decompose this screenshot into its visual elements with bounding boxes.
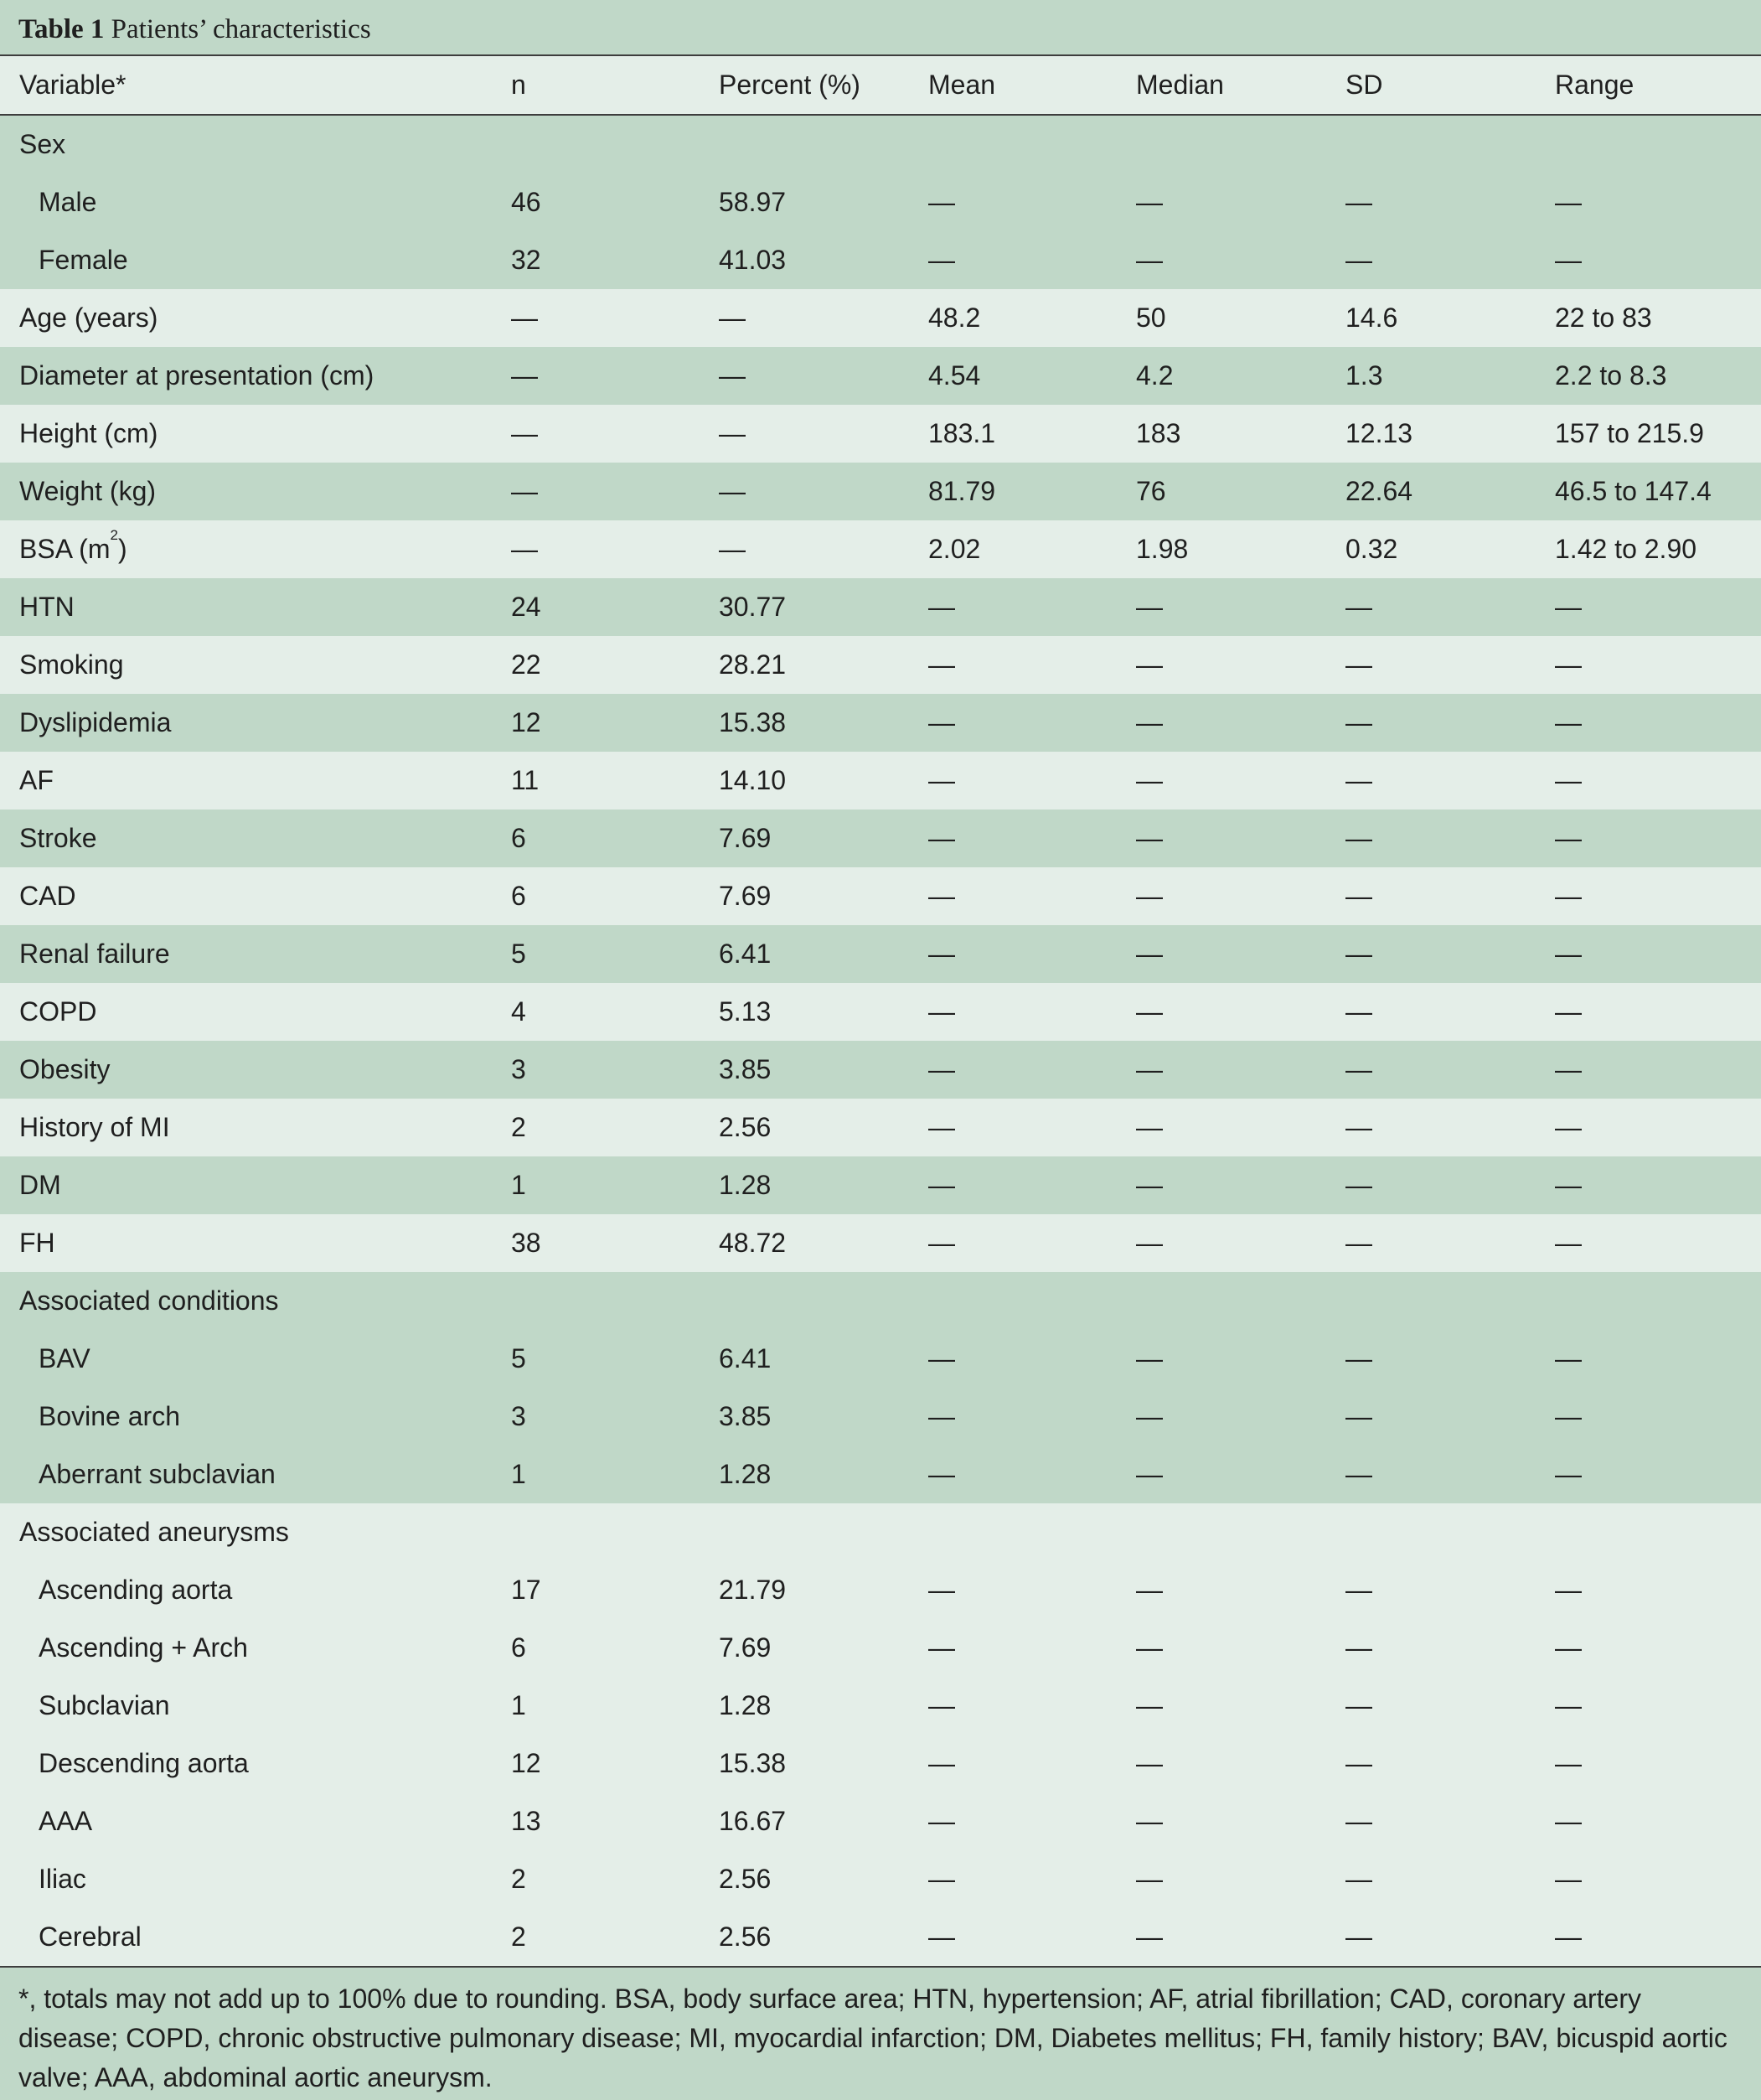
table-row — [0, 1041, 1761, 1099]
cell-variable: Iliac — [0, 1850, 511, 1908]
cell-sd: — — [1345, 752, 1555, 809]
cell-n: 11 — [511, 752, 719, 809]
header-variable: Variable* — [0, 56, 511, 115]
cell-variable: Associated conditions — [0, 1272, 511, 1330]
cell-sd: — — [1345, 1677, 1555, 1735]
cell-variable: Sex — [0, 115, 511, 173]
cell-range: — — [1555, 809, 1761, 867]
cell-sd: — — [1345, 694, 1555, 752]
cell-median — [1136, 1503, 1345, 1561]
cell-mean — [928, 1272, 1136, 1330]
table-row — [0, 463, 1761, 520]
cell-variable: FH — [0, 1214, 511, 1272]
cell-mean: — — [928, 1561, 1136, 1619]
cell-sd: 1.3 — [1345, 347, 1555, 405]
cell-median: — — [1136, 636, 1345, 694]
cell-range: — — [1555, 636, 1761, 694]
table-label: Table 1 — [18, 14, 105, 44]
cell-variable: Ascending aorta — [0, 1561, 511, 1619]
cell-median: — — [1136, 173, 1345, 231]
header-percent: Percent (%) — [719, 56, 928, 115]
cell-n: 13 — [511, 1792, 719, 1850]
cell-range: — — [1555, 1214, 1761, 1272]
cell-variable: Dyslipidemia — [0, 694, 511, 752]
cell-median: — — [1136, 578, 1345, 636]
table-row — [0, 867, 1761, 925]
cell-median: — — [1136, 983, 1345, 1041]
cell-sd: — — [1345, 1156, 1555, 1214]
table-row — [0, 289, 1761, 347]
cell-mean: 4.54 — [928, 347, 1136, 405]
cell-mean: — — [928, 578, 1136, 636]
cell-variable: Smoking — [0, 636, 511, 694]
cell-variable: Bovine arch — [0, 1388, 511, 1446]
cell-sd: — — [1345, 173, 1555, 231]
cell-percent: — — [719, 289, 928, 347]
cell-n: 24 — [511, 578, 719, 636]
cell-median: 1.98 — [1136, 520, 1345, 578]
cell-n: 1 — [511, 1156, 719, 1214]
cell-percent: — — [719, 520, 928, 578]
cell-percent: 16.67 — [719, 1792, 928, 1850]
cell-median: — — [1136, 867, 1345, 925]
cell-percent: 1.28 — [719, 1677, 928, 1735]
cell-mean: 48.2 — [928, 289, 1136, 347]
cell-range: 22 to 83 — [1555, 289, 1761, 347]
cell-median: 50 — [1136, 289, 1345, 347]
cell-sd: — — [1345, 925, 1555, 983]
cell-variable — [0, 520, 511, 578]
cell-variable: DM — [0, 1156, 511, 1214]
cell-n: 2 — [511, 1099, 719, 1156]
cell-variable: Renal failure — [0, 925, 511, 983]
cell-n: 12 — [511, 1735, 719, 1792]
cell-median: — — [1136, 1677, 1345, 1735]
cell-mean: — — [928, 636, 1136, 694]
table-row — [0, 1735, 1761, 1792]
cell-median: — — [1136, 1735, 1345, 1792]
cell-n — [511, 1503, 719, 1561]
cell-range: — — [1555, 1561, 1761, 1619]
cell-mean: — — [928, 1099, 1136, 1156]
cell-range: — — [1555, 1156, 1761, 1214]
table-row — [0, 1619, 1761, 1677]
cell-mean: — — [928, 231, 1136, 289]
cell-median: — — [1136, 1388, 1345, 1446]
cell-n: — — [511, 405, 719, 463]
cell-sd: 22.64 — [1345, 463, 1555, 520]
cell-range: — — [1555, 867, 1761, 925]
cell-variable: HTN — [0, 578, 511, 636]
table-row — [0, 925, 1761, 983]
cell-sd: — — [1345, 1214, 1555, 1272]
cell-median: — — [1136, 1214, 1345, 1272]
cell-range: — — [1555, 1330, 1761, 1388]
cell-n: 38 — [511, 1214, 719, 1272]
cell-variable-text: BSA (m — [19, 534, 111, 564]
table-row — [0, 1214, 1761, 1272]
table-body — [0, 115, 1761, 1966]
cell-variable: Subclavian — [0, 1677, 511, 1735]
cell-median — [1136, 115, 1345, 173]
table-row — [0, 809, 1761, 867]
header-median: Median — [1136, 56, 1345, 115]
cell-sd: — — [1345, 1850, 1555, 1908]
cell-sd: 14.6 — [1345, 289, 1555, 347]
cell-median: — — [1136, 1041, 1345, 1099]
table-row — [0, 1561, 1761, 1619]
cell-range: — — [1555, 1041, 1761, 1099]
cell-range: — — [1555, 1099, 1761, 1156]
table-caption — [0, 0, 1761, 56]
cell-percent: 7.69 — [719, 1619, 928, 1677]
cell-sd: — — [1345, 231, 1555, 289]
cell-n: 6 — [511, 867, 719, 925]
cell-sd: — — [1345, 1735, 1555, 1792]
cell-variable: Weight (kg) — [0, 463, 511, 520]
cell-mean: — — [928, 867, 1136, 925]
cell-mean: — — [928, 983, 1136, 1041]
cell-n: — — [511, 289, 719, 347]
cell-sd: — — [1345, 1041, 1555, 1099]
cell-percent — [719, 1272, 928, 1330]
cell-mean: — — [928, 1619, 1136, 1677]
table-row — [0, 231, 1761, 289]
table-row — [0, 1099, 1761, 1156]
cell-variable: CAD — [0, 867, 511, 925]
table-footnote: *, totals may not add up to 100% due to rounding. BSA, body surface area; HTN, hypertension; AF, atrial fibrillation; CAD, coronary artery disease; COPD, chronic obstructive pulmonary disease; MI, myocardial infarction; DM, Diabetes mellitus; FH, family history; BAV, bicuspid aortic valve; AAA, abdominal aortic aneurysm. — [0, 1966, 1761, 2100]
cell-mean: 2.02 — [928, 520, 1136, 578]
cell-n: 4 — [511, 983, 719, 1041]
cell-range — [1555, 1503, 1761, 1561]
cell-median: — — [1136, 1908, 1345, 1966]
cell-median: — — [1136, 1330, 1345, 1388]
cell-n: 32 — [511, 231, 719, 289]
cell-mean: — — [928, 1792, 1136, 1850]
cell-percent: 3.85 — [719, 1041, 928, 1099]
cell-variable: Age (years) — [0, 289, 511, 347]
cell-mean: — — [928, 752, 1136, 809]
cell-mean: — — [928, 1041, 1136, 1099]
table-row — [0, 173, 1761, 231]
table-title: Patients’ characteristics — [111, 14, 371, 44]
cell-mean: — — [928, 1677, 1136, 1735]
cell-median: 183 — [1136, 405, 1345, 463]
table-row — [0, 1156, 1761, 1214]
cell-percent: — — [719, 463, 928, 520]
cell-sd: — — [1345, 636, 1555, 694]
table-row — [0, 1792, 1761, 1850]
cell-sd: — — [1345, 983, 1555, 1041]
cell-mean: — — [928, 1330, 1136, 1388]
table-row — [0, 694, 1761, 752]
cell-variable: Height (cm) — [0, 405, 511, 463]
cell-mean: — — [928, 1388, 1136, 1446]
header-n: n — [511, 56, 719, 115]
cell-variable: Descending aorta — [0, 1735, 511, 1792]
cell-range: — — [1555, 1908, 1761, 1966]
cell-sd: 0.32 — [1345, 520, 1555, 578]
cell-percent: 14.10 — [719, 752, 928, 809]
cell-percent: 7.69 — [719, 867, 928, 925]
cell-n: 17 — [511, 1561, 719, 1619]
cell-range — [1555, 115, 1761, 173]
cell-mean: — — [928, 694, 1136, 752]
cell-variable: Aberrant subclavian — [0, 1446, 511, 1503]
cell-sd: — — [1345, 1792, 1555, 1850]
cell-percent: — — [719, 405, 928, 463]
cell-mean: 183.1 — [928, 405, 1136, 463]
table-row — [0, 1272, 1761, 1330]
cell-percent — [719, 1503, 928, 1561]
cell-mean: — — [928, 1156, 1136, 1214]
cell-median: — — [1136, 694, 1345, 752]
table-row — [0, 1908, 1761, 1966]
cell-sd — [1345, 1503, 1555, 1561]
cell-n: 5 — [511, 1330, 719, 1388]
cell-median: — — [1136, 1850, 1345, 1908]
cell-variable: AAA — [0, 1792, 511, 1850]
header-range: Range — [1555, 56, 1761, 115]
cell-range: — — [1555, 1850, 1761, 1908]
patients-table — [0, 56, 1761, 1966]
cell-variable: Stroke — [0, 809, 511, 867]
cell-percent: 30.77 — [719, 578, 928, 636]
header-sd: SD — [1345, 56, 1555, 115]
cell-mean — [928, 115, 1136, 173]
cell-range: — — [1555, 1677, 1761, 1735]
cell-sd: — — [1345, 1619, 1555, 1677]
cell-n — [511, 115, 719, 173]
header-mean: Mean — [928, 56, 1136, 115]
cell-range: — — [1555, 1446, 1761, 1503]
table-row — [0, 1446, 1761, 1503]
cell-mean — [928, 1503, 1136, 1561]
cell-n: 3 — [511, 1041, 719, 1099]
cell-variable: Cerebral — [0, 1908, 511, 1966]
cell-sd: — — [1345, 1099, 1555, 1156]
cell-sd: — — [1345, 1446, 1555, 1503]
cell-range: — — [1555, 1388, 1761, 1446]
cell-median: — — [1136, 1792, 1345, 1850]
cell-percent: — — [719, 347, 928, 405]
cell-n — [511, 1272, 719, 1330]
cell-mean: — — [928, 1735, 1136, 1792]
cell-range: — — [1555, 231, 1761, 289]
cell-median: — — [1136, 1446, 1345, 1503]
cell-sd: — — [1345, 1561, 1555, 1619]
cell-variable: Associated aneurysms — [0, 1503, 511, 1561]
cell-mean: 81.79 — [928, 463, 1136, 520]
cell-median — [1136, 1272, 1345, 1330]
cell-sd: — — [1345, 809, 1555, 867]
cell-median: 76 — [1136, 463, 1345, 520]
cell-n: 12 — [511, 694, 719, 752]
cell-percent: 6.41 — [719, 1330, 928, 1388]
cell-n: 5 — [511, 925, 719, 983]
cell-range: — — [1555, 1735, 1761, 1792]
cell-range: 1.42 to 2.90 — [1555, 520, 1761, 578]
table-row — [0, 1330, 1761, 1388]
cell-mean: — — [928, 1908, 1136, 1966]
cell-n: 6 — [511, 809, 719, 867]
header-row — [0, 56, 1761, 115]
cell-median: — — [1136, 231, 1345, 289]
cell-range — [1555, 1272, 1761, 1330]
cell-median: — — [1136, 752, 1345, 809]
cell-sd — [1345, 115, 1555, 173]
cell-range: 2.2 to 8.3 — [1555, 347, 1761, 405]
cell-variable: COPD — [0, 983, 511, 1041]
cell-percent: 41.03 — [719, 231, 928, 289]
cell-median: — — [1136, 1619, 1345, 1677]
cell-variable-suffix: ) — [117, 534, 127, 564]
cell-sd: — — [1345, 1908, 1555, 1966]
cell-percent: 6.41 — [719, 925, 928, 983]
cell-percent: 2.56 — [719, 1099, 928, 1156]
cell-percent: 1.28 — [719, 1446, 928, 1503]
cell-n: 2 — [511, 1908, 719, 1966]
cell-percent: 5.13 — [719, 983, 928, 1041]
cell-n: 46 — [511, 173, 719, 231]
cell-percent: 1.28 — [719, 1156, 928, 1214]
table-row — [0, 520, 1761, 578]
cell-n: — — [511, 347, 719, 405]
cell-range: — — [1555, 925, 1761, 983]
cell-percent — [719, 115, 928, 173]
cell-range: — — [1555, 752, 1761, 809]
table-row — [0, 636, 1761, 694]
cell-range: — — [1555, 694, 1761, 752]
cell-variable: Female — [0, 231, 511, 289]
table-row — [0, 1850, 1761, 1908]
cell-range: — — [1555, 173, 1761, 231]
cell-n: — — [511, 520, 719, 578]
table-row — [0, 115, 1761, 173]
cell-percent: 15.38 — [719, 1735, 928, 1792]
table-row — [0, 1388, 1761, 1446]
cell-variable: Ascending + Arch — [0, 1619, 511, 1677]
table-row — [0, 347, 1761, 405]
cell-n: 1 — [511, 1446, 719, 1503]
table-row — [0, 1677, 1761, 1735]
cell-percent: 21.79 — [719, 1561, 928, 1619]
cell-variable: Obesity — [0, 1041, 511, 1099]
cell-percent: 28.21 — [719, 636, 928, 694]
cell-n: 2 — [511, 1850, 719, 1908]
cell-range: — — [1555, 578, 1761, 636]
cell-percent: 7.69 — [719, 809, 928, 867]
cell-sd: — — [1345, 867, 1555, 925]
cell-median: 4.2 — [1136, 347, 1345, 405]
cell-range: — — [1555, 1619, 1761, 1677]
cell-n: 6 — [511, 1619, 719, 1677]
cell-sd: — — [1345, 578, 1555, 636]
cell-median: — — [1136, 1099, 1345, 1156]
cell-variable: Diameter at presentation (cm) — [0, 347, 511, 405]
table-row — [0, 983, 1761, 1041]
cell-median: — — [1136, 925, 1345, 983]
cell-variable: AF — [0, 752, 511, 809]
cell-sd: — — [1345, 1330, 1555, 1388]
cell-n: 3 — [511, 1388, 719, 1446]
cell-percent: 2.56 — [719, 1850, 928, 1908]
cell-mean: — — [928, 1446, 1136, 1503]
cell-median: — — [1136, 1561, 1345, 1619]
table-row — [0, 1503, 1761, 1561]
cell-variable: Male — [0, 173, 511, 231]
cell-mean: — — [928, 925, 1136, 983]
cell-sd: — — [1345, 1388, 1555, 1446]
table-row — [0, 578, 1761, 636]
cell-median: — — [1136, 809, 1345, 867]
table-row — [0, 405, 1761, 463]
cell-percent: 2.56 — [719, 1908, 928, 1966]
cell-variable: BAV — [0, 1330, 511, 1388]
cell-range: 46.5 to 147.4 — [1555, 463, 1761, 520]
table-row — [0, 752, 1761, 809]
cell-percent: 48.72 — [719, 1214, 928, 1272]
cell-mean: — — [928, 809, 1136, 867]
cell-n: — — [511, 463, 719, 520]
cell-range: — — [1555, 1792, 1761, 1850]
cell-sd — [1345, 1272, 1555, 1330]
cell-range: — — [1555, 983, 1761, 1041]
superscript: 2 — [110, 527, 118, 543]
cell-range: 157 to 215.9 — [1555, 405, 1761, 463]
cell-mean: — — [928, 173, 1136, 231]
cell-n: 1 — [511, 1677, 719, 1735]
cell-percent: 3.85 — [719, 1388, 928, 1446]
cell-percent: 58.97 — [719, 173, 928, 231]
cell-sd: 12.13 — [1345, 405, 1555, 463]
cell-median: — — [1136, 1156, 1345, 1214]
cell-n: 22 — [511, 636, 719, 694]
cell-percent: 15.38 — [719, 694, 928, 752]
cell-mean: — — [928, 1214, 1136, 1272]
cell-variable: History of MI — [0, 1099, 511, 1156]
cell-mean: — — [928, 1850, 1136, 1908]
